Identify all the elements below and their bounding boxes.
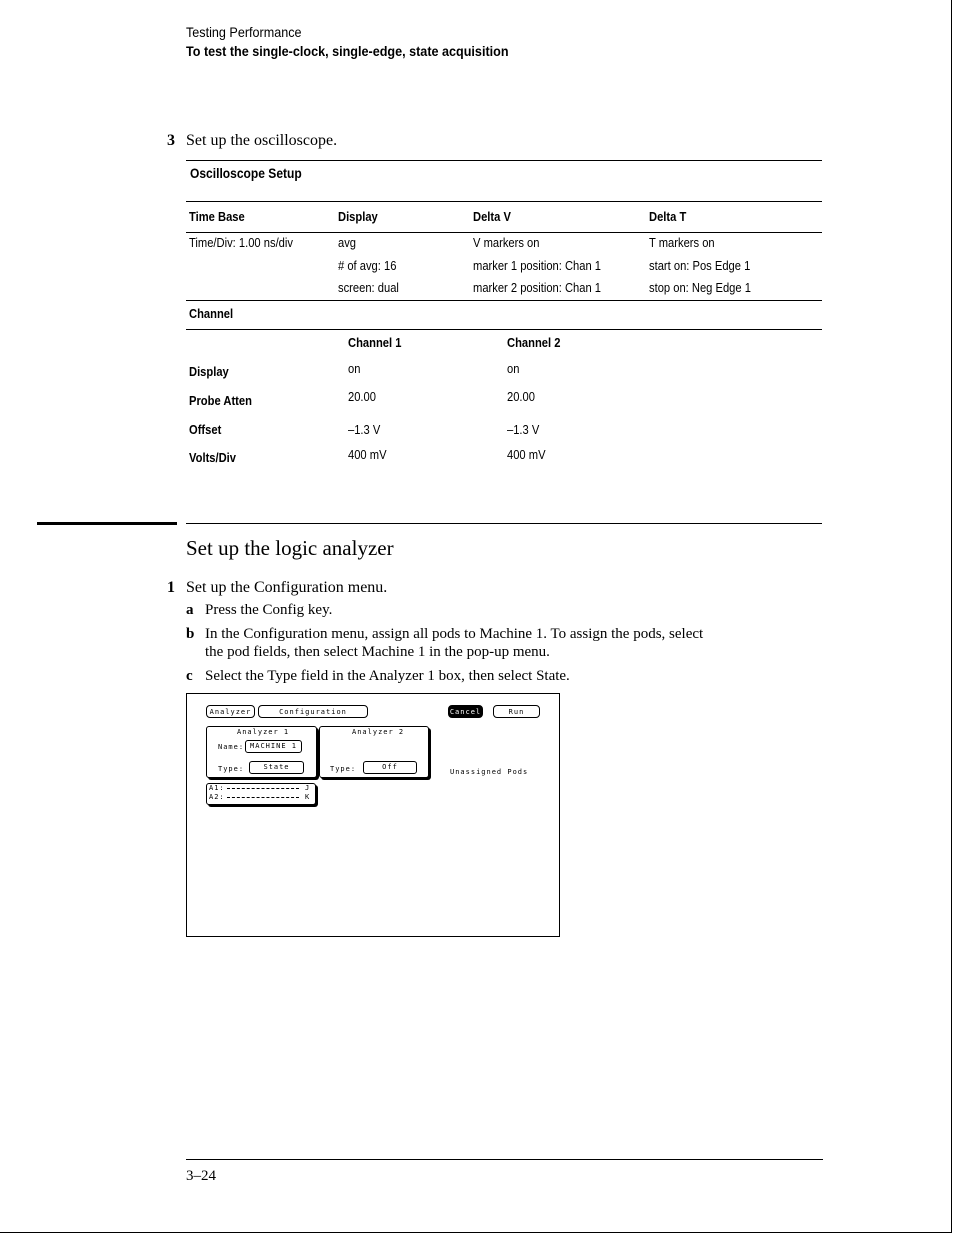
- table-cell: 20.00: [348, 389, 376, 404]
- footer-rule: [186, 1159, 823, 1160]
- analyzer-1-box: [206, 726, 317, 778]
- cancel-button[interactable]: Cancel: [448, 705, 483, 718]
- row-label: Probe Atten: [189, 393, 252, 408]
- table-cell: 400 mV: [507, 447, 546, 462]
- type-label: Type:: [330, 765, 357, 773]
- running-header-section: Testing Performance: [186, 24, 302, 40]
- substep-text: the pod fields, then select Machine 1 in the pop-up menu.: [205, 644, 550, 660]
- section-rule-thick: [37, 522, 177, 525]
- row-label: Display: [189, 364, 229, 379]
- column-header-delta-t: Delta T: [649, 209, 687, 224]
- table-cell: V markers on: [473, 235, 540, 250]
- table-cell: marker 2 position: Chan 1: [473, 280, 602, 295]
- section-rule: [186, 523, 822, 524]
- pod-a2-label: A2:: [209, 793, 225, 801]
- table-cell: 20.00: [507, 389, 535, 404]
- step-text: Set up the Configuration menu.: [186, 579, 388, 596]
- substep-text: Press the Config key.: [205, 602, 333, 618]
- page-border: [0, 1232, 952, 1233]
- table-cell: marker 1 position: Chan 1: [473, 258, 602, 273]
- table-cell: on: [348, 361, 361, 376]
- substep-text: In the Configuration menu, assign all pods to Machine 1. To assign the pods, select: [205, 626, 704, 642]
- table-title: Oscilloscope Setup: [190, 165, 302, 181]
- analyzer-1-title: Analyzer 1: [237, 728, 290, 736]
- pod-a2-end: K: [305, 793, 311, 801]
- page-border: [951, 0, 952, 1233]
- column-header-delta-v: Delta V: [473, 209, 511, 224]
- table-cell: 400 mV: [348, 447, 387, 462]
- table-rule: [186, 160, 822, 161]
- table-rule: [186, 232, 822, 233]
- analyzer-1-type-field[interactable]: State: [249, 761, 304, 774]
- table-cell: Time/Div: 1.00 ns/div: [189, 235, 293, 250]
- table-cell: start on: Pos Edge 1: [649, 258, 751, 273]
- table-cell: –1.3 V: [507, 422, 540, 437]
- pod-a1-end: J: [305, 784, 311, 792]
- channel-section-title: Channel: [189, 306, 234, 321]
- table-cell: avg: [338, 235, 357, 250]
- table-cell: T markers on: [649, 235, 715, 250]
- analyzer-2-type-field[interactable]: Off: [363, 761, 417, 774]
- row-label: Offset: [189, 422, 222, 437]
- running-header-title: To test the single-clock, single-edge, state acquisition: [186, 43, 509, 59]
- channel-header-1: Channel 1: [348, 335, 402, 350]
- analyzer-screen: [186, 693, 560, 937]
- table-rule: [186, 300, 822, 301]
- type-label: Type:: [218, 765, 245, 773]
- name-label: Name:: [218, 743, 245, 751]
- pod-a1-label: A1:: [209, 784, 225, 792]
- column-header-display: Display: [338, 209, 378, 224]
- row-label: Volts/Div: [189, 450, 237, 465]
- table-cell: –1.3 V: [348, 422, 381, 437]
- page-number: 3–24: [186, 1168, 216, 1184]
- column-header-timebase: Time Base: [189, 209, 245, 224]
- substep-letter: a: [186, 602, 194, 618]
- unassigned-pods-label: Unassigned Pods: [450, 768, 529, 776]
- substep-letter: c: [186, 668, 193, 684]
- table-cell: screen: dual: [338, 280, 399, 295]
- pod-a2-line: [227, 797, 299, 798]
- step-number: 3: [167, 132, 175, 149]
- analyzer-2-title: Analyzer 2: [352, 728, 405, 736]
- analyzer-2-box: [319, 726, 429, 778]
- section-title: Set up the logic analyzer: [186, 536, 394, 560]
- substep-text: Select the Type field in the Analyzer 1 box, then select State.: [205, 668, 570, 684]
- analyzer-menu-button[interactable]: Analyzer: [206, 705, 255, 718]
- table-rule: [186, 329, 822, 330]
- step-number: 1: [167, 579, 175, 596]
- name-field[interactable]: MACHINE 1: [245, 740, 302, 753]
- table-cell: # of avg: 16: [338, 258, 397, 273]
- step-text: Set up the oscilloscope.: [186, 132, 338, 149]
- configuration-menu-button[interactable]: Configuration: [258, 705, 368, 718]
- substep-letter: b: [186, 626, 195, 642]
- channel-header-2: Channel 2: [507, 335, 561, 350]
- pod-a1-line: [227, 788, 299, 789]
- table-cell: on: [507, 361, 520, 376]
- table-cell: stop on: Neg Edge 1: [649, 280, 751, 295]
- pod-assignment-box[interactable]: [206, 783, 316, 805]
- run-button[interactable]: Run: [493, 705, 540, 718]
- table-rule: [186, 201, 822, 202]
